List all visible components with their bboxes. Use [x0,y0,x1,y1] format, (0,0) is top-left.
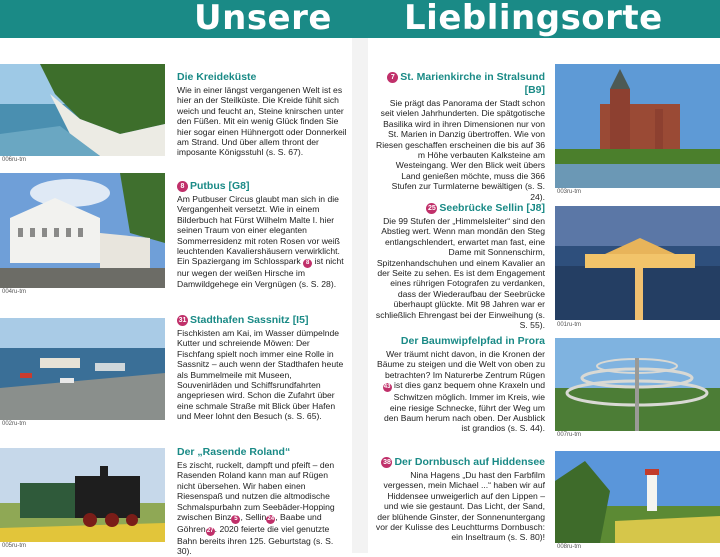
section-text: Die 99 Stufen der „Himmelsleiter“ sind den Abstieg wert. Wenn man mondän den Steg entlangschlendert, erwartet man fast, eine Dame mit Sonnenschirm, Spitzenhandschuhen und einem Kavalier an der Seite zu sehen. Es ist dem Engagement eines rührigen Fotografen zu verdanken, dass der Wiederaufbau der Seebrücke überhaupt glückte. Mit 98 Jahren war er schließlich Ehrengast bei der Einweihung (s. S. 55). [375,216,545,331]
section-title-text: Stadthafen Sassnitz [I5] [190,314,309,326]
section-title [375,71,545,97]
photo-kreidekueste [0,64,165,156]
section-text [177,460,347,557]
inline-badge: 8 [303,259,312,268]
inline-badge: 27 [206,528,214,535]
map-number-badge: 7 [387,72,398,83]
section-title [177,314,347,327]
photo-seebruecke-sellin [555,206,720,320]
photo-credit: 008ru-tm [557,544,582,550]
photo-marienkirche [555,64,720,188]
photo-putbus [0,173,165,288]
text-part: ist nicht nur wegen der weißen Hirsche im Damwildgehege ein Vergnügen (s. S. 28). [177,256,344,289]
section-title [177,180,347,193]
section-title-text: Putbus [G8] [190,180,250,192]
map-number-badge: 38 [383,459,391,466]
text-part: . 2020 feierte die viel genutzte Bahn bereits ihren 125. Geburtstag (s. S. 30). [177,524,334,557]
section-title-text: St. Marienkirche in Stralsund [B9] [400,71,545,96]
photo-baumwipfelpfad [555,338,720,431]
header-right-word: Lieblingsorte [404,0,663,38]
text-part: , Baabe und Göhren [177,512,322,535]
text-part: Es zischt, ruckelt, dampft und pfeift – den Rasenden Roland kann man auf Rügen nicht übersehen. Wir haben einen Riesenspaß und nutzen die altmodische Schmalspurbahn zum Seebäder-Hopping zwischen Binz [177,460,335,523]
section-title-text: Seebrücke Sellin [J8] [439,202,545,214]
page-gutter [352,38,368,553]
section-title-text: Der Dornbusch auf Hiddensee [394,456,545,468]
photo-rasender-roland [0,448,165,542]
section-marienkirche [375,71,545,202]
section-sassnitz [177,314,347,422]
section-title: Der Baumwipfelpfad in Prora [400,335,545,347]
text-part: ist dies ganz bequem ohne Kraxeln und Schwitzen möglich. Immer im Kreis, wie eine riesige Schnecke, führt der Weg um den Baum herum nach oben. Der Ausblick ist grandios (s. S. 44). [384,380,545,434]
section-text: Sie prägt das Panorama der Stadt schon seit vielen Jahrhunderten. Die spätgotische Basilika wird in ihren Dimensionen nur von St. Marien in Danzig übertroffen. Wie von Riesen geschaffen erscheinen die bis auf 36 m Höhe verbauten Kalksteine am Westeingang. Wer den Blick weit übers Land genießen möchte, muss die 366 Stufen zur Turmlaterne bewältigen (s. S. 24). [376,98,545,202]
photo-sassnitz [0,318,165,420]
text-part: Am Putbuser Circus glaubt man sich in die Vergangenheit versetzt. Wie in einem Bilderbuch hat Fürst Wilhelm Malte I. hier seinen Traum von einer eleganten Sommerresidenz mit roten Rosen vor weiß leuchtenden Kavaliershäusern verwirklicht. Ein Spaziergang im Schlosspark [177,194,340,267]
section-text [177,194,347,289]
photo-credit: 007ru-tm [557,432,582,438]
photo-credit: 002ru-tm [2,421,27,427]
text-part: Wer träumt nicht davon, in die Kronen der Bäume zu steigen und die Welt von oben zu betrachten? Im Naturerbe Zentrum Rügen [376,349,545,380]
text-part: , Sellin [240,512,267,523]
section-title [375,202,545,215]
section-text [375,349,545,434]
map-number-badge: 25 [427,205,436,212]
photo-credit: 004ru-tm [2,289,27,295]
header-left-word: Unsere [194,0,332,38]
photo-credit: 005ru-tm [2,543,27,549]
section-putbus [177,180,347,289]
photo-credit: 003ru-tm [557,189,582,195]
inline-badge: 24 [267,516,275,523]
map-number-badge: 8 [177,181,188,192]
map-number-badge: 31 [178,317,187,324]
photo-dornbusch [555,451,720,543]
section-dornbusch [375,456,545,543]
section-title [375,456,545,469]
section-baumwipfelpfad [375,335,545,434]
section-text: Nina Hagens „Du hast den Farbfilm vergessen, mein Michael ...“ haben wir auf Hiddensee unweigerlich auf den Lippen – und wie sie gestaunt. Das Licht, der Sand, der blühende Ginster, der Sonnenuntergang vor der Kulisse des Leuchtturms Dornbusch: ein Inseltraum (s. S. 80)! [375,470,545,543]
section-rasender-roland [177,446,347,557]
page-header [0,0,720,38]
section-text: Fischkisten am Kai, im Wasser dümpelnde Kutter und schreiende Möwen: Der Fischfang spielt noch immer eine Rolle in Sassnitz – auch wenn der Stadthafen heute als Bummelmeile mit Museen, Souvenirläden und Schiffsrundfahrten angepriesen wird. Schon die Zufahrt über eine schmale Straße mit Blick über Hafen und Meer lohnt den Besuch (s. S. 65). [177,328,344,422]
section-seebruecke-sellin [375,202,545,330]
section-title: Die Kreideküste [177,71,257,83]
photo-credit: 001ru-tm [557,322,582,328]
inline-badge: 43 [383,384,391,391]
section-kreidekueste [177,71,347,158]
section-text: Wie in einer längst vergangenen Welt ist es hier an der Steilküste. Die Kreide fühlt sich weich und feucht an, Steine knirschen unter den Füßen. Mit ein wenig Glück finden Sie hier sogar einen Hühnergott oder Donnerkeil am Strand. Und über allem thront der imposante Königsstuhl (s. S. 67). [177,85,347,158]
section-title: Der „Rasende Roland“ [177,446,291,458]
inline-badge: 5 [231,515,240,524]
photo-credit: 006ru-tm [2,157,27,163]
